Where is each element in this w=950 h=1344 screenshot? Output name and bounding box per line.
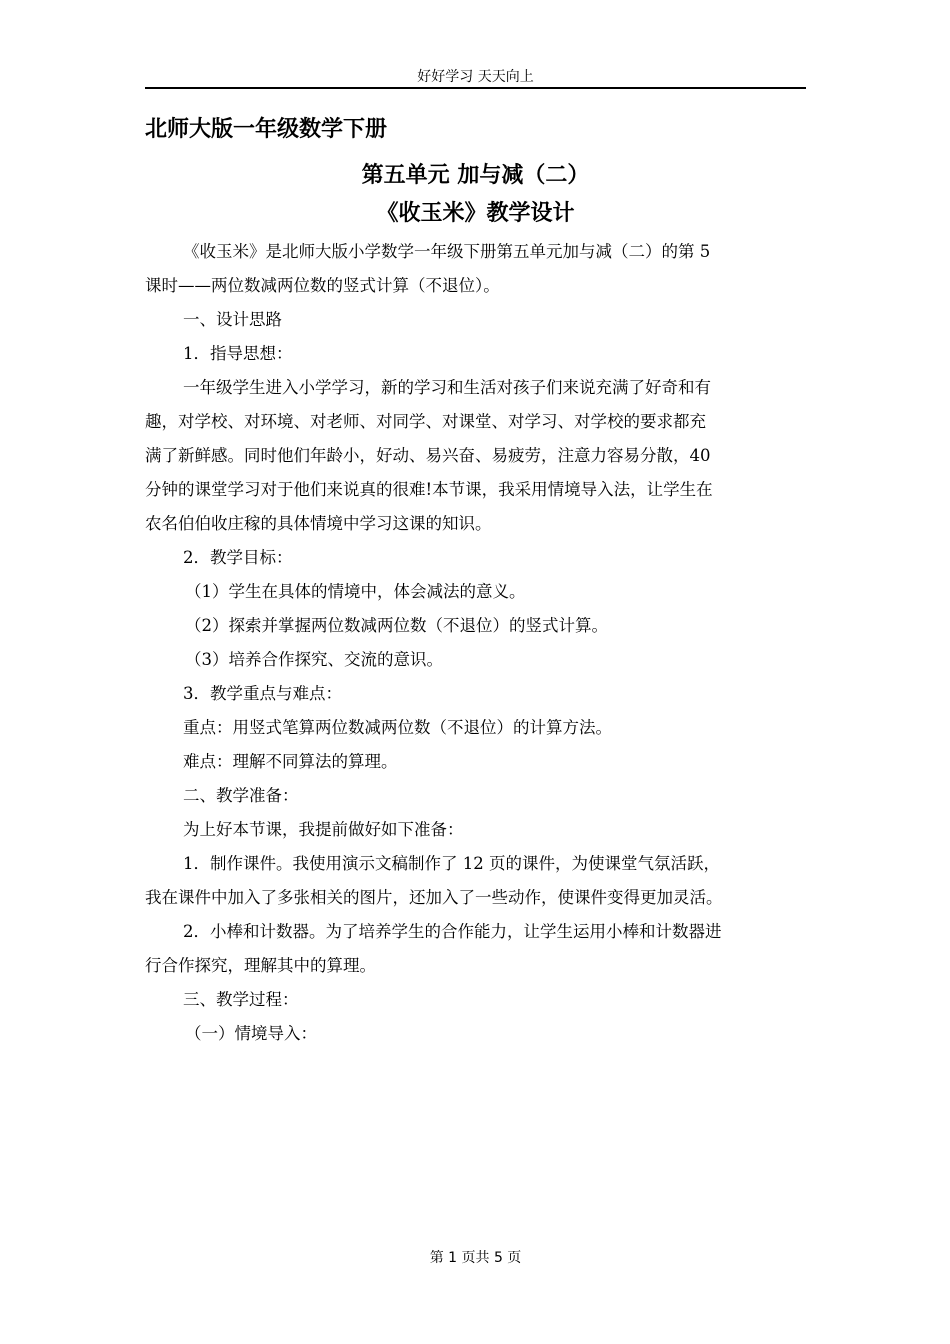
intro-line-2: 课时——两位数减两位数的竖式计算（不退位）。: [145, 276, 500, 295]
subsection-1-2-heading: 2．教学目标：: [183, 548, 293, 567]
goal-item: （1）学生在具体的情境中，体会减法的意义。: [185, 582, 526, 601]
paragraph-line: 满了新鲜感。同时他们年龄小，好动、易兴奋、易疲劳，注意力容易分散，40: [145, 446, 711, 465]
goal-item: （3）培养合作探究、交流的意识。: [185, 650, 443, 669]
section-1-heading: 一、设计思路: [183, 310, 282, 329]
paragraph-line: 趣，对学校、对环境、对老师、对同学、对课堂、对学习、对学校的要求都充: [145, 412, 706, 431]
page-footer: 第 1 页共 5 页: [429, 1250, 522, 1266]
series-title: 北师大版一年级数学下册: [145, 117, 388, 142]
subsection-3-1-heading: （一）情境导入：: [185, 1024, 317, 1043]
difficulty: 难点：理解不同算法的算理。: [183, 752, 398, 771]
prep-item-1-line-2: 我在课件中加入了多张相关的图片，还加入了一些动作，使课件变得更加灵活。: [145, 888, 723, 907]
goal-item: （2）探索并掌握两位数减两位数（不退位）的竖式计算。: [185, 616, 608, 635]
subsection-1-3-heading: 3．教学重点与难点：: [183, 684, 342, 703]
key-point: 重点：用竖式笔算两位数减两位数（不退位）的计算方法。: [183, 718, 612, 737]
prep-item-2-line-1: 2．小棒和计数器。为了培养学生的合作能力，让学生运用小棒和计数器进: [183, 922, 722, 941]
intro-line-1: 《收玉米》是北师大版小学数学一年级下册第五单元加与减（二）的第 5: [183, 242, 711, 261]
section-2-heading: 二、教学准备：: [183, 786, 299, 805]
paragraph-line: 一年级学生进入小学学习，新的学习和生活对孩子们来说充满了好奇和有: [183, 378, 711, 397]
section-3-heading: 三、教学过程：: [183, 990, 299, 1009]
page-header: 好好学习 天天向上: [417, 69, 534, 85]
lesson-title: 《收玉米》教学设计: [376, 201, 575, 226]
prep-item-1-line-1: 1．制作课件。我使用演示文稿制作了 12 页的课件，为使课堂气氛活跃，: [183, 854, 720, 873]
unit-title: 第五单元 加与减（二）: [361, 163, 590, 188]
document-body: [145, 113, 806, 1051]
header-rule: [145, 87, 806, 89]
paragraph-line: 农名伯伯收庄稼的具体情境中学习这课的知识。: [145, 514, 492, 533]
paragraph-line: 分钟的课堂学习对于他们来说真的很难!本节课，我采用情境导入法，让学生在: [145, 480, 713, 499]
prep-item-2-line-2: 行合作探究，理解其中的算理。: [145, 956, 376, 975]
section-2-intro: 为上好本节课，我提前做好如下准备：: [183, 820, 464, 839]
subsection-1-1-heading: 1．指导思想：: [183, 344, 293, 363]
